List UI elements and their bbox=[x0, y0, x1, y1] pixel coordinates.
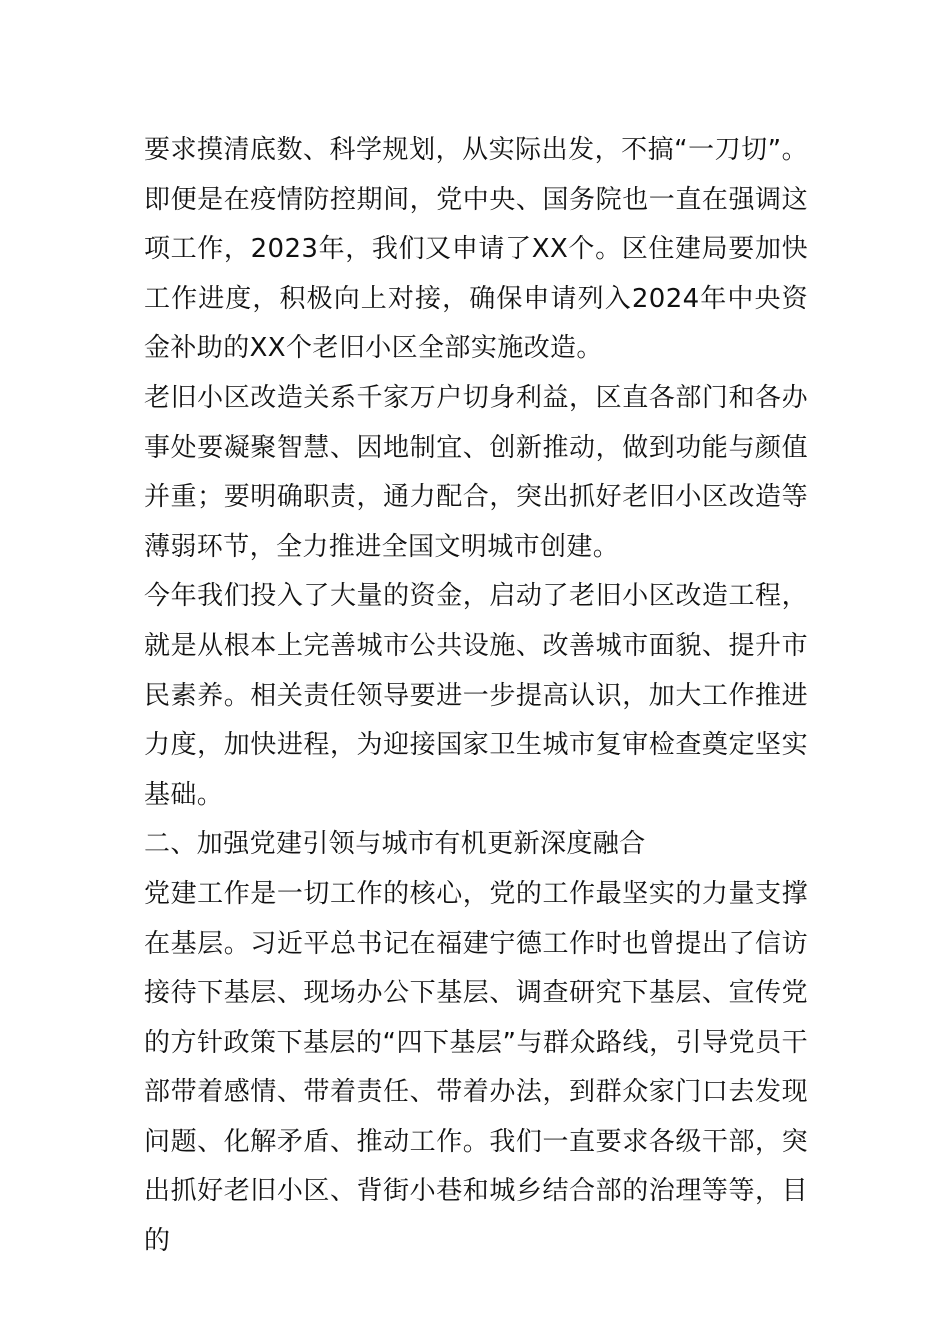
paragraph-party-building: 党建工作是一切工作的核心，党的工作最坚实的力量支撑在基层。习近平总书记在福建宁德工作时也曾提出了信访接待下基层、现场办公下基层、调查研究下基层、宣传党的方针政策下基层的“四下基层”与群众路线，引导党员干部带着感情、带着责任、带着办法，到群众家门口去发现问题、化解矛盾、推动工作。我们一直要求各级干部，突出抓好老旧小区、背街小巷和城乡结合部的治理等等，目的 bbox=[144, 878, 808, 1257]
paragraph-investment: 今年我们投入了大量的资金，启动了老旧小区改造工程，就是从根本上完善城市公共设施、改善城市面貌、提升市民素养。相关责任领导要进一步提高认识，加大工作推进力度，加快进程，为迎接国家卫生城市复审检查奠定坚实基础。 bbox=[144, 581, 808, 810]
section-heading: 二、加强党建引领与城市有机更新深度融合 bbox=[144, 829, 646, 860]
paragraph-old-community-renovation: 老旧小区改造关系千家万户切身利益，区直各部门和各办事处要凝聚智慧、因地制宜、创新推动，做到功能与颜值并重；要明确职责，通力配合，突出抓好老旧小区改造等薄弱环节，全力推进全国文明城市创建。 bbox=[144, 382, 808, 562]
paragraph-requirements: 要求摸清底数、科学规划，从实际出发，不搞“一刀切”。即便是在疫情防控期间，党中央、国务院也一直在强调这项工作，2023年，我们又申请了XX个。区住建局要加快工作进度，积极向上对接，确保申请列入2024年中央资金补助的XX个老旧小区全部实施改造。 bbox=[144, 135, 808, 364]
document-body bbox=[144, 126, 808, 1267]
